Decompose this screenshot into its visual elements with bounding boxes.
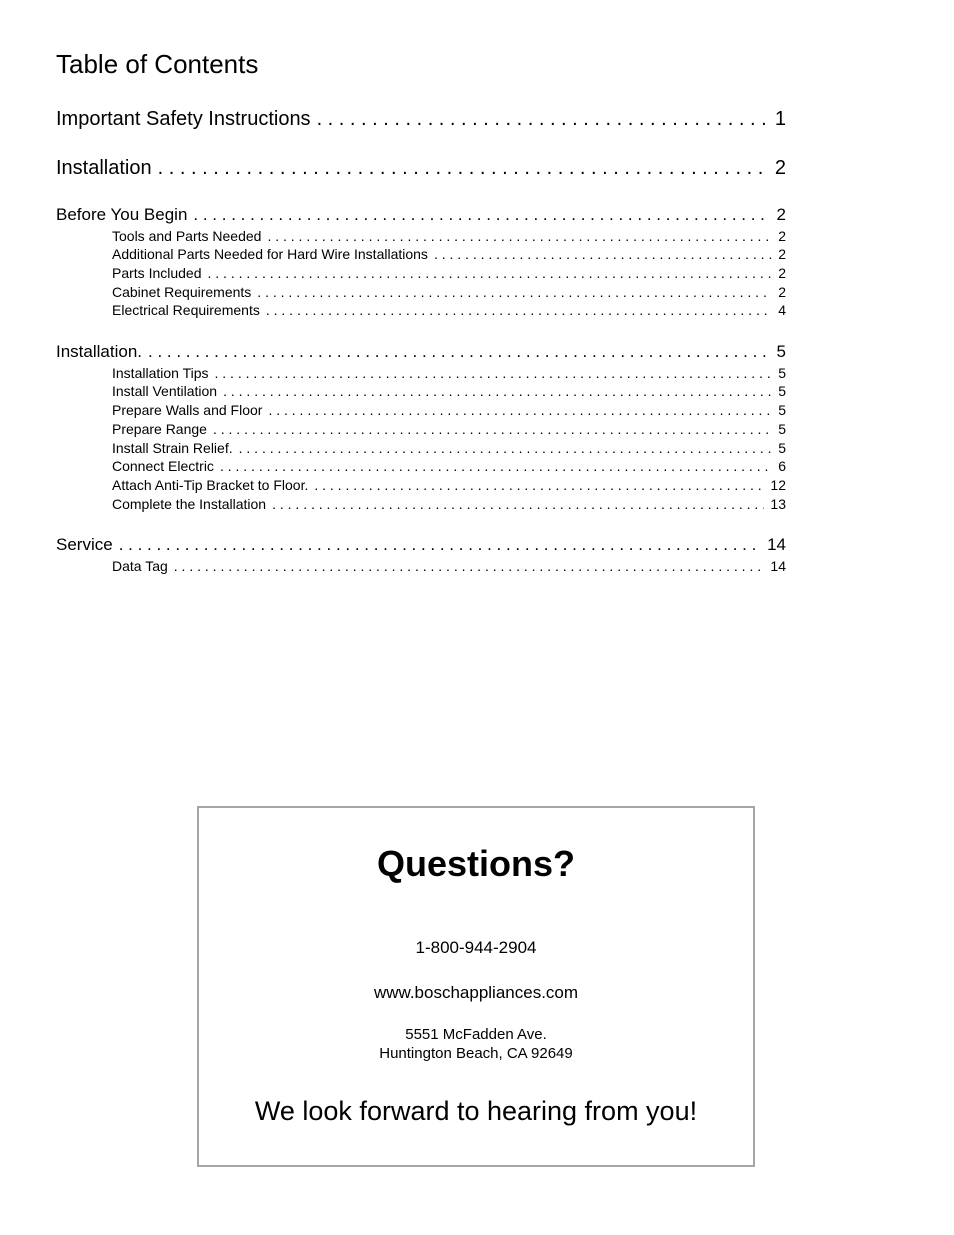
dot-leader xyxy=(158,155,769,181)
toc-subentry-label: Prepare Walls and Floor xyxy=(112,402,263,418)
dot-leader xyxy=(257,283,772,301)
dot-leader xyxy=(272,495,764,513)
toc-entry-label: Installation. xyxy=(56,342,142,361)
toc-subentry-label: Connect Electric xyxy=(112,458,214,474)
website-link[interactable]: www.boschappliances.com xyxy=(373,983,579,1002)
toc-subentry[interactable] xyxy=(112,557,786,575)
dot-leader xyxy=(266,301,772,319)
toc-entry-label: Before You Begin xyxy=(56,205,188,224)
toc-subentry-page: 14 xyxy=(770,558,786,574)
address-line-1: 5551 McFadden Ave. xyxy=(405,1026,547,1043)
toc-subentry-page: 2 xyxy=(778,284,786,300)
dot-leader xyxy=(239,439,773,457)
dot-leader xyxy=(208,264,773,282)
toc-subentry-label: Install Ventilation xyxy=(112,383,218,399)
dot-leader xyxy=(193,204,770,226)
toc-subentry-label: Attach Anti-Tip Bracket to Floor. xyxy=(112,477,309,493)
dot-leader xyxy=(314,476,764,494)
toc-subentry-page: 2 xyxy=(778,246,786,262)
toc-entry-label: Installation xyxy=(56,157,152,179)
page-title: Table of Contents xyxy=(56,49,259,79)
toc-subentry-label: Additional Parts Needed for Hard Wire Installations xyxy=(112,246,428,262)
closing-message: We look forward to hearing from you! xyxy=(254,1096,698,1126)
toc-subentry-page: 4 xyxy=(778,302,786,318)
toc-subentry-page: 5 xyxy=(778,421,786,437)
toc-subentry[interactable] xyxy=(112,420,786,438)
toc-subentry-label: Electrical Requirements xyxy=(112,302,260,318)
dot-leader xyxy=(213,420,772,438)
toc-subentry[interactable] xyxy=(112,476,786,494)
questions-heading: Questions? xyxy=(376,843,576,884)
address-line-2: Huntington Beach, CA 92649 xyxy=(379,1045,573,1062)
toc-subentry-label: Cabinet Requirements xyxy=(112,284,252,300)
dot-leader xyxy=(268,401,772,419)
toc-entry-safety[interactable] xyxy=(56,106,786,132)
dot-leader xyxy=(148,341,771,363)
dot-leader xyxy=(223,382,772,400)
dot-leader xyxy=(119,534,761,556)
toc-entry-page: 1 xyxy=(774,108,786,130)
toc-subentry[interactable] xyxy=(112,495,786,513)
toc-subentry-label: Tools and Parts Needed xyxy=(112,228,262,244)
toc-subentry[interactable] xyxy=(112,457,786,475)
toc-subentry-page: 5 xyxy=(778,365,786,381)
toc-subentry-page: 5 xyxy=(778,440,786,456)
toc-subentry-page: 2 xyxy=(778,228,786,244)
toc-subentry-page: 12 xyxy=(770,477,786,493)
toc-subentry-label: Install Strain Relief. xyxy=(112,440,233,456)
toc-entry-page: 2 xyxy=(774,157,786,179)
toc-subentry-label: Parts Included xyxy=(112,265,202,281)
phone-number[interactable]: 1-800-944-2904 xyxy=(415,938,537,957)
toc-subentry[interactable] xyxy=(112,283,786,301)
toc-subentry-label: Data Tag xyxy=(112,558,168,574)
toc-subentry-label: Complete the Installation xyxy=(112,496,267,512)
toc-entry-label: Important Safety Instructions xyxy=(56,108,311,130)
toc-entry-page: 2 xyxy=(776,205,786,224)
dot-leader xyxy=(434,245,772,263)
toc-subentry-label: Prepare Range xyxy=(112,421,207,437)
dot-leader xyxy=(317,106,769,132)
toc-section-installation[interactable] xyxy=(56,341,786,363)
toc-subentry[interactable] xyxy=(112,245,786,263)
dot-leader xyxy=(267,227,772,245)
toc-entry-label: Service xyxy=(56,535,113,554)
toc-entry-page: 14 xyxy=(767,535,786,554)
toc-subentry-page: 2 xyxy=(778,265,786,281)
toc-subentry[interactable] xyxy=(112,439,786,457)
toc-subentry[interactable] xyxy=(112,401,786,419)
toc-subentry-page: 5 xyxy=(778,383,786,399)
toc-subentry-page: 13 xyxy=(770,496,786,512)
toc-subentry-label: Installation Tips xyxy=(112,365,209,381)
toc-entry-page: 5 xyxy=(776,342,786,361)
dot-leader xyxy=(220,457,772,475)
toc-subentry[interactable] xyxy=(112,264,786,282)
toc-entry-installation-major[interactable] xyxy=(56,155,786,181)
toc-subentry-page: 5 xyxy=(778,402,786,418)
toc-section-service[interactable] xyxy=(56,534,786,556)
toc-subentry-page: 6 xyxy=(778,458,786,474)
dot-leader xyxy=(174,557,765,575)
toc-section-before-you-begin[interactable] xyxy=(56,204,786,226)
toc-subentry[interactable] xyxy=(112,301,786,319)
questions-box xyxy=(197,806,755,1167)
toc-subentry[interactable] xyxy=(112,364,786,382)
toc-subentry[interactable] xyxy=(112,227,786,245)
dot-leader xyxy=(215,364,773,382)
toc-subentry[interactable] xyxy=(112,382,786,400)
